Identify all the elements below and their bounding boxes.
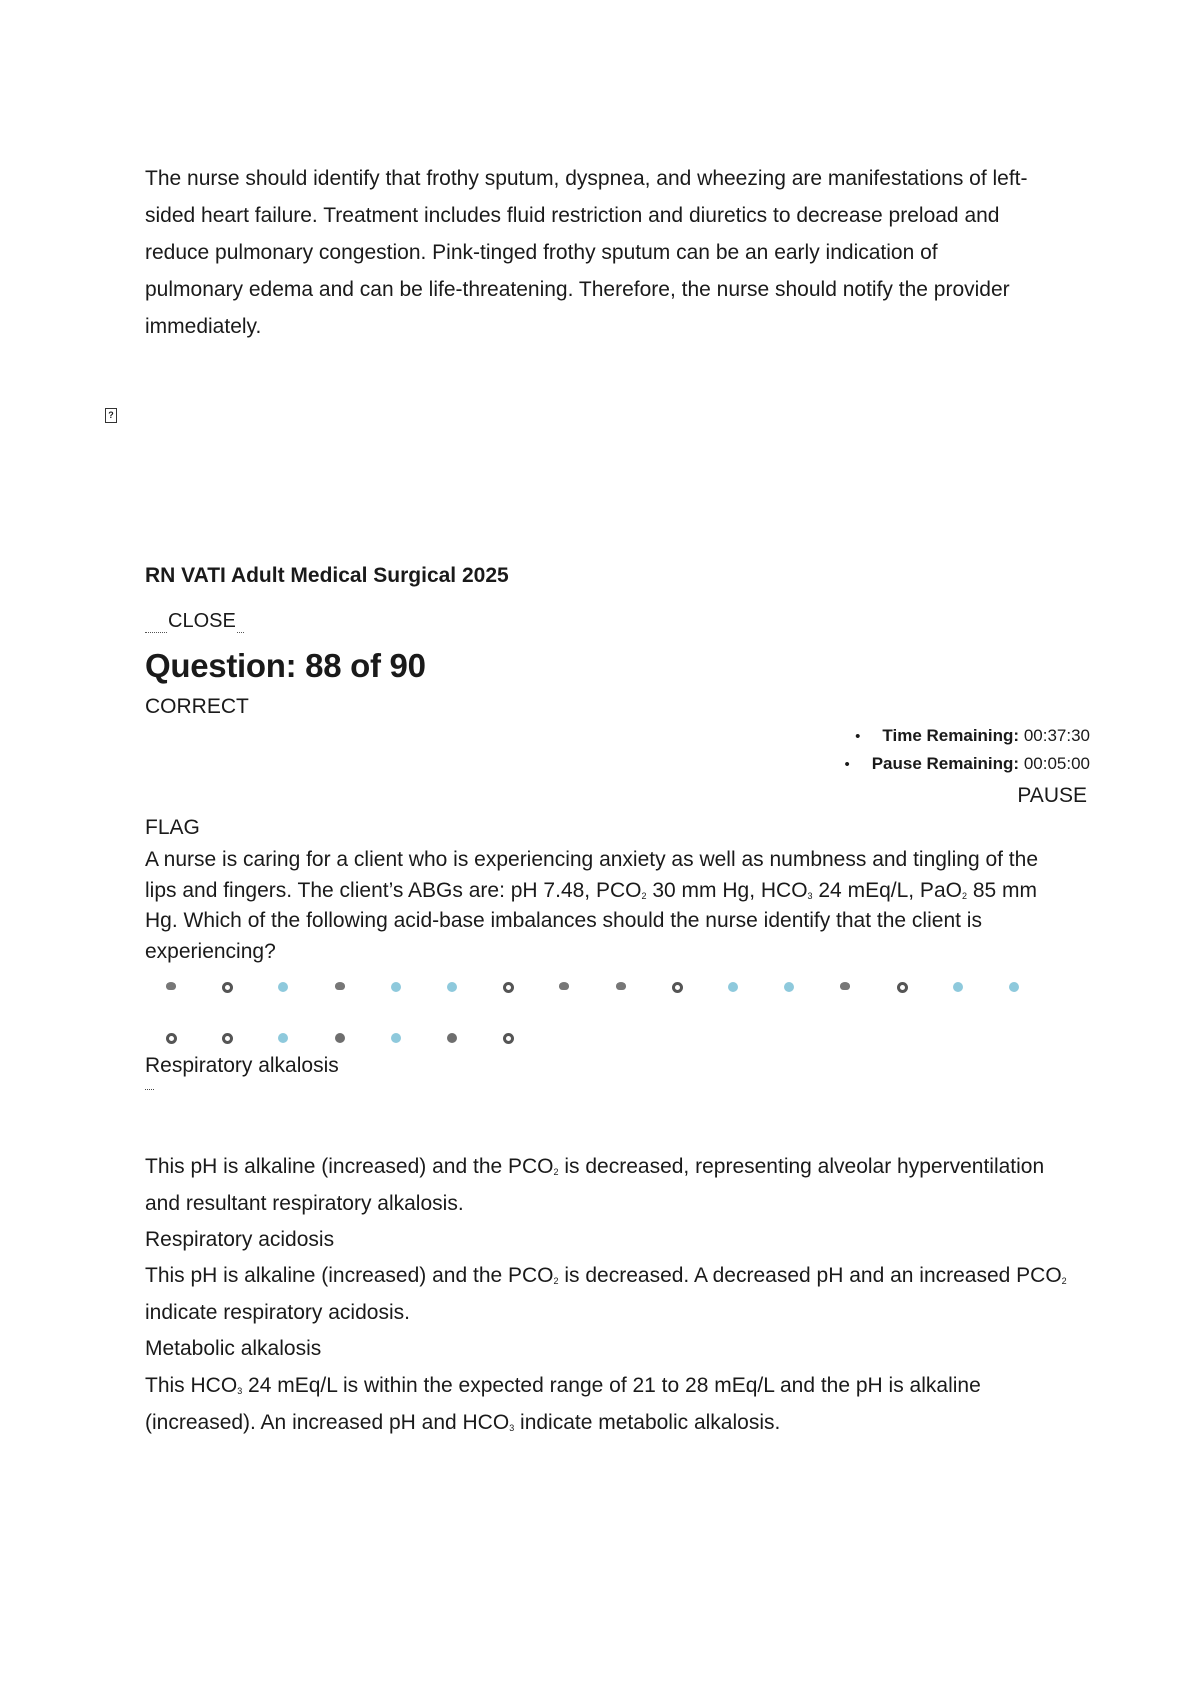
question-nav-dot[interactable] bbox=[278, 1033, 288, 1043]
question-nav-dot[interactable] bbox=[728, 982, 738, 992]
question-nav-dot[interactable] bbox=[335, 982, 345, 990]
question-nav-dot[interactable] bbox=[559, 982, 569, 990]
rationale-fragment: This HCO bbox=[145, 1374, 238, 1397]
rationale-fragment: This pH is alkaline (increased) and the PCO bbox=[145, 1264, 554, 1287]
subscript: 2 bbox=[641, 890, 647, 901]
flag-button[interactable]: FLAG bbox=[145, 816, 200, 839]
close-label: CLOSE bbox=[168, 610, 236, 632]
rationale-line bbox=[145, 1261, 1067, 1291]
intro-line: The nurse should identify that frothy sputum, dyspnea, and wheezing are manifestations of left- bbox=[145, 167, 1028, 190]
question-nav-dot[interactable] bbox=[616, 982, 626, 990]
question-nav-dot[interactable] bbox=[503, 1033, 514, 1044]
option-label: Metabolic alkalosis bbox=[145, 1337, 322, 1360]
subscript: 3 bbox=[509, 1423, 515, 1433]
close-button[interactable] bbox=[145, 610, 244, 633]
question-nav-dot[interactable] bbox=[784, 982, 794, 992]
rationale-fragment: This pH is alkaline (increased) and the PCO bbox=[145, 1155, 554, 1178]
question-nav-dot[interactable] bbox=[1009, 982, 1019, 992]
question-fragment: 85 mm bbox=[966, 878, 1037, 902]
rationale-line bbox=[145, 1371, 981, 1401]
question-line bbox=[145, 876, 1100, 907]
missing-glyph-icon: ? bbox=[105, 408, 117, 423]
question-nav-dot[interactable] bbox=[166, 1033, 177, 1044]
intro-line: reduce pulmonary congestion. Pink-tinged frothy sputum can be an early indication of bbox=[145, 241, 938, 264]
question-nav-dot[interactable] bbox=[278, 982, 288, 992]
intro-line: sided heart failure. Treatment includes fluid restriction and diuretics to decrease preload and bbox=[145, 204, 1000, 227]
question-nav-dot[interactable] bbox=[166, 982, 176, 990]
question-fragment: 24 mEq/L, PaO bbox=[812, 878, 962, 902]
question-nav-dot[interactable] bbox=[447, 982, 457, 992]
pause-remaining bbox=[844, 754, 1090, 774]
answer-marker bbox=[145, 1089, 154, 1090]
rationale-fragment: is decreased, representing alveolar hyperventilation bbox=[558, 1155, 1045, 1178]
pause-button[interactable]: PAUSE bbox=[1017, 784, 1087, 807]
rationale-fragment: indicate metabolic alkalosis. bbox=[514, 1411, 781, 1434]
question-nav-dot[interactable] bbox=[447, 1033, 457, 1043]
time-remaining-label: Time Remaining: bbox=[882, 726, 1020, 745]
bullet-icon: • bbox=[855, 728, 861, 745]
rationale-line: and resultant respiratory alkalosis. bbox=[145, 1192, 464, 1215]
question-fragment: lips and fingers. The client’s ABGs are: pH 7.48, PCO bbox=[145, 878, 642, 902]
intro-paragraph bbox=[145, 160, 1095, 345]
subscript: 3 bbox=[807, 890, 813, 901]
question-nav-dot[interactable] bbox=[222, 982, 233, 993]
question-nav-dot[interactable] bbox=[222, 1033, 233, 1044]
option-label: Respiratory acidosis bbox=[145, 1228, 335, 1251]
subscript: 2 bbox=[553, 1276, 559, 1286]
dotted-trailer bbox=[237, 631, 244, 633]
course-title: RN VATI Adult Medical Surgical 2025 bbox=[145, 564, 509, 587]
rationale-line bbox=[145, 1152, 1044, 1182]
dotted-leader bbox=[145, 631, 167, 633]
pause-remaining-label: Pause Remaining: bbox=[871, 754, 1020, 773]
question-line: experiencing? bbox=[145, 939, 276, 963]
question-nav-dot[interactable] bbox=[391, 982, 401, 992]
time-remaining-value: 00:37:30 bbox=[1023, 726, 1090, 745]
rationale-line: indicate respiratory acidosis. bbox=[145, 1301, 410, 1324]
subscript: 2 bbox=[553, 1167, 559, 1177]
subscript: 2 bbox=[1061, 1276, 1067, 1286]
subscript: 3 bbox=[237, 1386, 243, 1396]
question-fragment: 30 mm Hg, HCO bbox=[646, 878, 808, 902]
question-nav-dot[interactable] bbox=[840, 982, 850, 990]
question-nav-dot[interactable] bbox=[672, 982, 683, 993]
time-remaining bbox=[855, 726, 1090, 746]
question-heading: Question: 88 of 90 bbox=[145, 647, 426, 684]
question-text bbox=[145, 845, 1100, 967]
rationale-fragment: 24 mEq/L is within the expected range of 21 to 28 mEq/L and the pH is alkaline bbox=[242, 1374, 981, 1397]
rationale-line bbox=[145, 1408, 780, 1438]
question-nav-dot[interactable] bbox=[953, 982, 963, 992]
rationale-fragment: is decreased. A decreased pH and an increased PCO bbox=[558, 1264, 1062, 1287]
intro-line: immediately. bbox=[145, 315, 262, 338]
subscript: 2 bbox=[961, 890, 967, 901]
question-nav-dot[interactable] bbox=[391, 1033, 401, 1043]
pause-remaining-value: 00:05:00 bbox=[1023, 754, 1090, 773]
selected-answer: Respiratory alkalosis bbox=[145, 1054, 339, 1077]
status-label: CORRECT bbox=[145, 695, 249, 718]
question-line: A nurse is caring for a client who is experiencing anxiety as well as numbness and tingling of the bbox=[145, 848, 1038, 871]
question-nav-dot[interactable] bbox=[335, 1033, 345, 1043]
rationale-fragment: (increased). An increased pH and HCO bbox=[145, 1411, 510, 1434]
question-nav-dot[interactable] bbox=[897, 982, 908, 993]
intro-line: pulmonary edema and can be life-threatening. Therefore, the nurse should notify the provider bbox=[145, 278, 1010, 301]
question-line: Hg. Which of the following acid-base imbalances should the nurse identify that the client is bbox=[145, 909, 982, 932]
bullet-icon: • bbox=[844, 756, 850, 773]
question-nav-dot[interactable] bbox=[503, 982, 514, 993]
